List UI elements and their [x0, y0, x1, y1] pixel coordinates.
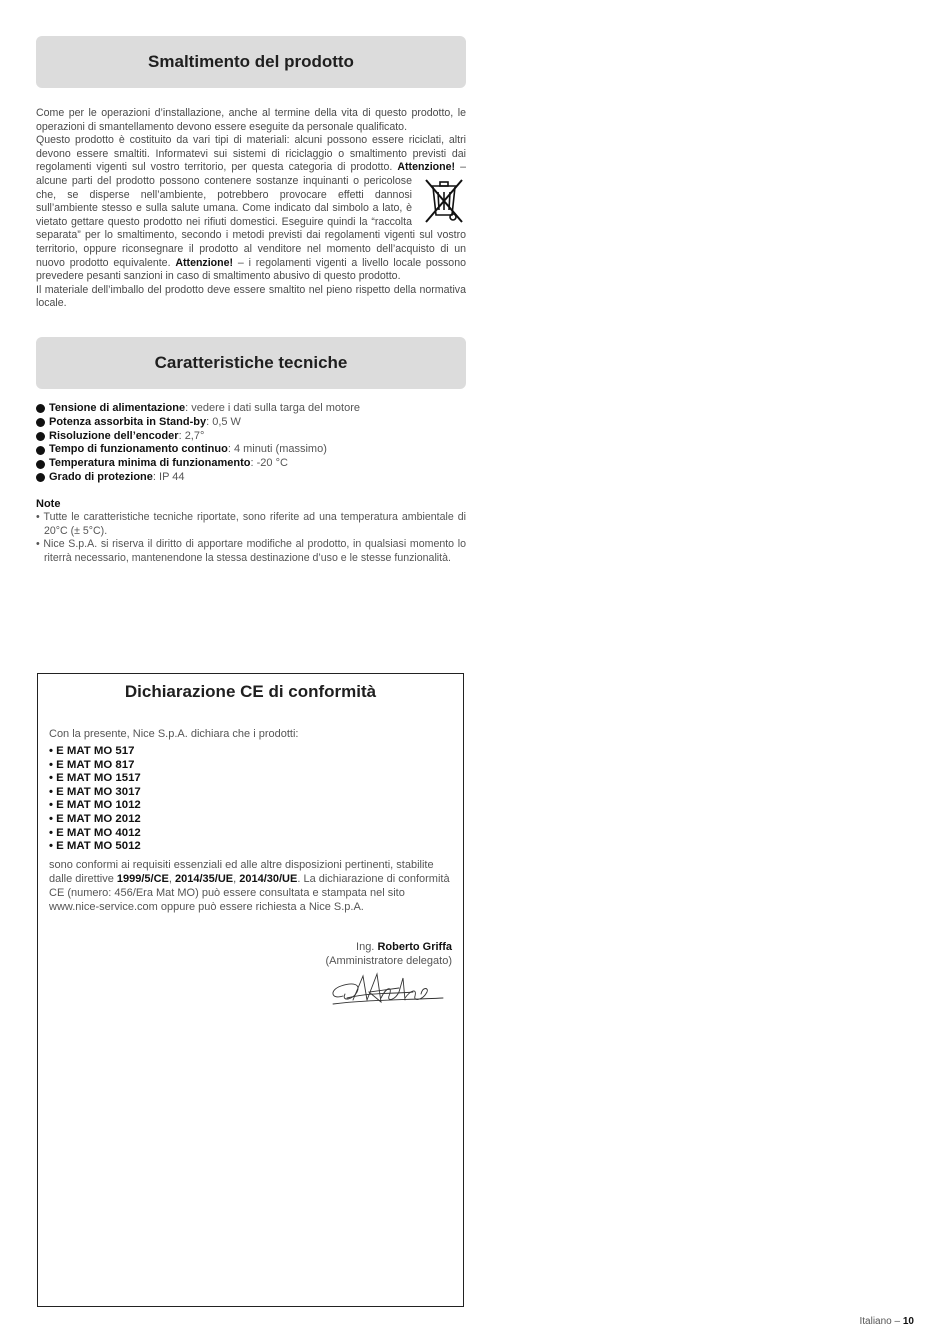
spec-value: : 4 minuti (massimo) [227, 443, 327, 456]
notes-list [36, 511, 466, 565]
note-item: • Nice S.p.A. si riserva il diritto di apportare modifiche al prodotto, in qualsiasi momento lo riterrà necessario, mantenendone la stessa destinazione d’uso e le stesse funzionalità. [36, 538, 466, 564]
disposal-paragraph-3: Il materiale dell’imballo del prodotto deve essere smaltito nel pieno rispetto della normativa locale. [36, 283, 466, 310]
specs-section-title [36, 337, 466, 389]
bullet-dot-icon [36, 418, 45, 427]
directive-3: 2014/30/UE [239, 873, 298, 885]
product-item: • E MAT MO 817 [49, 758, 135, 771]
product-item: • E MAT MO 1517 [49, 772, 141, 785]
page-footer [860, 1316, 915, 1327]
spec-item [36, 430, 466, 444]
spec-label: Tempo di funzionamento continuo [49, 443, 228, 456]
ce-declaration-title: Dichiarazione CE di conformità [124, 682, 377, 701]
specs-list [36, 402, 466, 485]
note-item: • Tutte le caratteristiche tecniche riportate, sono riferite ad una temperatura ambientale di 20°C (± 5°C). [36, 511, 466, 537]
ce-product-list [49, 745, 141, 854]
product-item: • E MAT MO 1012 [49, 799, 141, 812]
spec-label: Potenza assorbita in Stand-by [49, 415, 207, 428]
page-number: 10 [902, 1316, 914, 1327]
ce-body-text [49, 858, 453, 914]
ce-intro-text: Con la presente, Nice S.p.A. dichiara che i prodotti: [49, 728, 299, 740]
product-item: • E MAT MO 517 [49, 745, 135, 757]
spec-value: : 2,7° [178, 429, 205, 442]
bullet-dot-icon [36, 404, 45, 413]
spec-item [36, 443, 466, 457]
product-item: • E MAT MO 3017 [49, 785, 141, 798]
spec-item [36, 457, 466, 471]
disposal-paragraph-1: Come per le operazioni d’installazione, anche al termine della vita di questo prodotto, le operazioni di smantellamento devono essere eseguite da personale qualificato. [36, 107, 466, 133]
disposal-body [36, 107, 466, 311]
ce-body-part2: . La dichiarazione di conformità CE (numero: 456/Era Mat MO) può essere consultata e stampata nel sito www.nice-service.com oppure può essere richiesta a Nice S.p.A. [49, 873, 450, 913]
spec-value: : vedere i dati sulla targa del motore [185, 402, 360, 414]
disposal-p2-part2: – alcune parti del prodotto possono contenere sostanze inquinanti o pericolose che, se disperse nell’ambiente, potrebbero provocare effetti dannosi sull’ambiente stesso e sulla salute umana. Come indicato dal simbolo a lato, è vietato gettare questo prodotto nei rifiuti domestici. Eseguire quindi la “raccolta separata” per lo smaltimento, secondo i metodi previsti dai regolamenti vigenti sul vostro territorio, oppure riconsegnare il prodotto al venditore nel momento dell’acquisto di un nuovo prodotto equivalente. [36, 161, 466, 269]
attention-label-2: Attenzione! [175, 256, 234, 269]
spec-value: : 0,5 W [206, 415, 241, 428]
signer-name: Roberto Griffa [377, 941, 452, 953]
product-item: • E MAT MO 4012 [49, 826, 141, 839]
notes-block [36, 498, 466, 565]
footer-language: Italiano – [859, 1316, 901, 1327]
specs-title-text: Caratteristiche tecniche [154, 353, 348, 372]
spec-label: Grado di protezione [49, 470, 153, 483]
spec-label: Temperatura minima di funzionamento [49, 457, 251, 470]
ce-body-part1: sono conformi ai requisiti essenziali ed alle altre disposizioni pertinenti, stabilite dalle direttive [49, 859, 434, 885]
spec-item [36, 402, 466, 416]
signer-role: (Amministratore delegato) [325, 955, 452, 967]
spec-label: Tensione di alimentazione [49, 402, 186, 414]
handwritten-signature [323, 970, 448, 1010]
ce-declaration-box [37, 673, 464, 1307]
separator: , [233, 873, 237, 885]
bullet-dot-icon [36, 473, 45, 482]
signer-prefix: Ing. [356, 941, 375, 953]
spec-value: : -20 °C [250, 457, 288, 470]
signer-name-line [325, 940, 452, 954]
spec-item [36, 416, 466, 430]
disposal-p2-part1: Questo prodotto è costituito da vari tipi di materiali: alcuni possono essere riciclati, altri devono essere smaltiti. Informatevi sui sistemi di riciclaggio o smaltimento previsti dai regolamenti vigenti sul vostro territorio, per questa categoria di prodotto. [36, 134, 466, 174]
bullet-dot-icon [36, 460, 45, 469]
separator: , [168, 873, 172, 885]
crossed-out-wheelie-bin-icon [422, 177, 466, 225]
disposal-section-title [36, 36, 466, 88]
directive-2: 2014/35/UE [175, 873, 234, 885]
notes-title: Note [36, 498, 61, 510]
bullet-dot-icon [36, 432, 45, 441]
disposal-title-text: Smaltimento del prodotto [148, 52, 354, 71]
spec-value: : IP 44 [152, 470, 185, 483]
spec-label: Risoluzione dell’encoder [49, 429, 179, 442]
product-item: • E MAT MO 5012 [49, 840, 141, 853]
signer-block [325, 940, 452, 968]
directive-1: 1999/5/CE [116, 873, 169, 885]
spec-item [36, 471, 466, 485]
bullet-dot-icon [36, 446, 45, 455]
attention-label-1: Attenzione! [397, 161, 456, 174]
product-item: • E MAT MO 2012 [49, 812, 141, 825]
disposal-p2-part3: – i regolamenti vigenti a livello locale possono prevedere pesanti sanzioni in caso di smaltimento abusivo di questo prodotto. [36, 256, 466, 283]
disposal-paragraph-2 [36, 134, 466, 284]
